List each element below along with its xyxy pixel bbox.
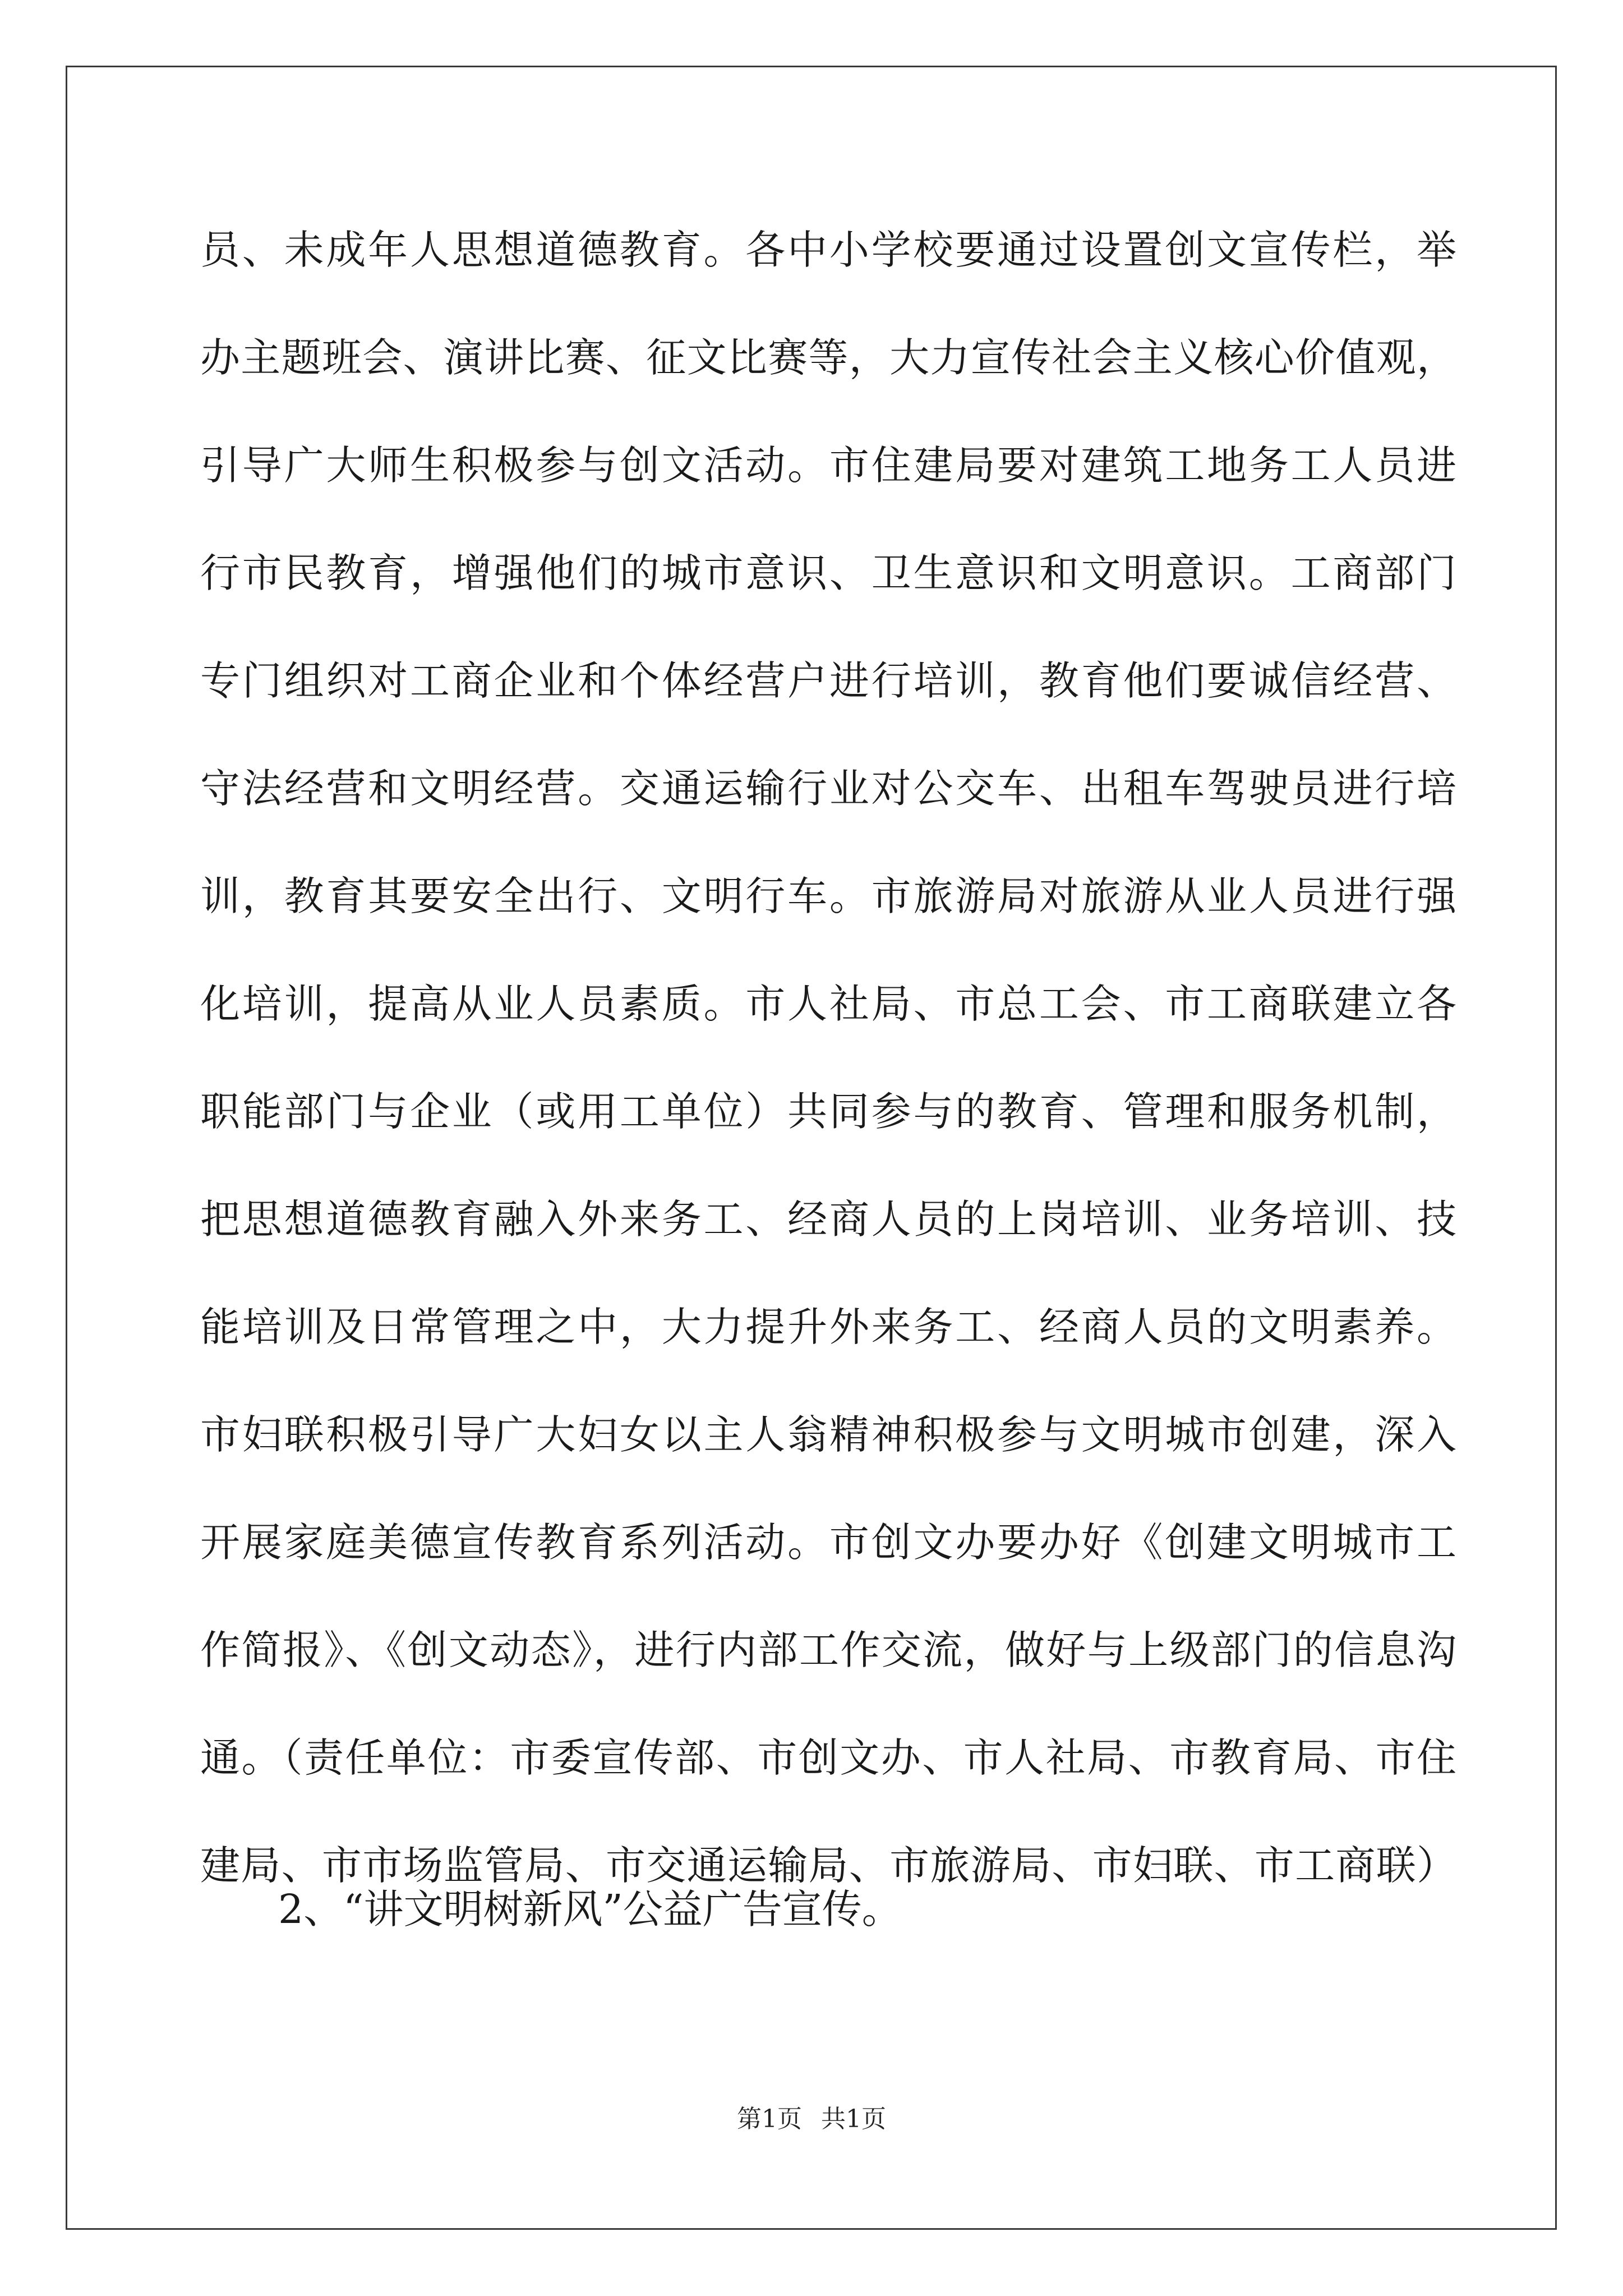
paragraph-line: 化培训，提高从业人员素质。市人社局、市总工会、市工商联建立各	[200, 981, 1456, 1027]
page-total: 共1页	[821, 2105, 886, 2133]
paragraph-line: 作简报》、《创文动态》，进行内部工作交流，做好与上级部门的信息沟	[200, 1627, 1456, 1673]
page-footer	[0, 2102, 1623, 2136]
paragraph-line: 专门组织对工商企业和个体经营户进行培训，教育他们要诚信经营、	[200, 657, 1456, 704]
paragraph-line: 能培训及日常管理之中，大力提升外来务工、经商人员的文明素养。	[200, 1304, 1456, 1350]
paragraph-line: 行市民教育，增强他们的城市意识、卫生意识和文明意识。工商部门	[200, 550, 1456, 596]
section-heading: 2、“讲文明树新风”公益广告宣传。	[278, 1886, 902, 1932]
paragraph-line: 引导广大师生积极参与创文活动。市住建局要对建筑工地务工人员进	[200, 442, 1456, 489]
paragraph-line: 开展家庭美德宣传教育系列活动。市创文办要办好《创建文明城市工	[200, 1519, 1456, 1566]
paragraph-line: 通。（责任单位：市委宣传部、市创文办、市人社局、市教育局、市住	[200, 1734, 1456, 1781]
paragraph-line: 职能部门与企业（或用工单位）共同参与的教育、管理和服务机制，	[200, 1088, 1456, 1135]
paragraph-line: 建局、市市场监管局、市交通运输局、市旅游局、市妇联、市工商联）	[200, 1842, 1456, 1889]
page-number: 第1页	[737, 2105, 802, 2133]
paragraph-line: 市妇联积极引导广大妇女以主人翁精神积极参与文明城市创建，深入	[200, 1411, 1456, 1458]
paragraph-line: 守法经营和文明经营。交通运输行业对公交车、出租车驾驶员进行培	[200, 765, 1456, 812]
paragraph-line: 把思想道德教育融入外来务工、经商人员的上岗培训、业务培训、技	[200, 1196, 1456, 1243]
paragraph-line: 训，教育其要安全出行、文明行车。市旅游局对旅游从业人员进行强	[200, 873, 1456, 919]
paragraph-line: 员、未成年人思想道德教育。各中小学校要通过设置创文宣传栏，举	[200, 227, 1456, 273]
body-paragraph	[200, 209, 1456, 1932]
paragraph-line: 办主题班会、演讲比赛、征文比赛等，大力宣传社会主义核心价值观，	[200, 334, 1456, 381]
